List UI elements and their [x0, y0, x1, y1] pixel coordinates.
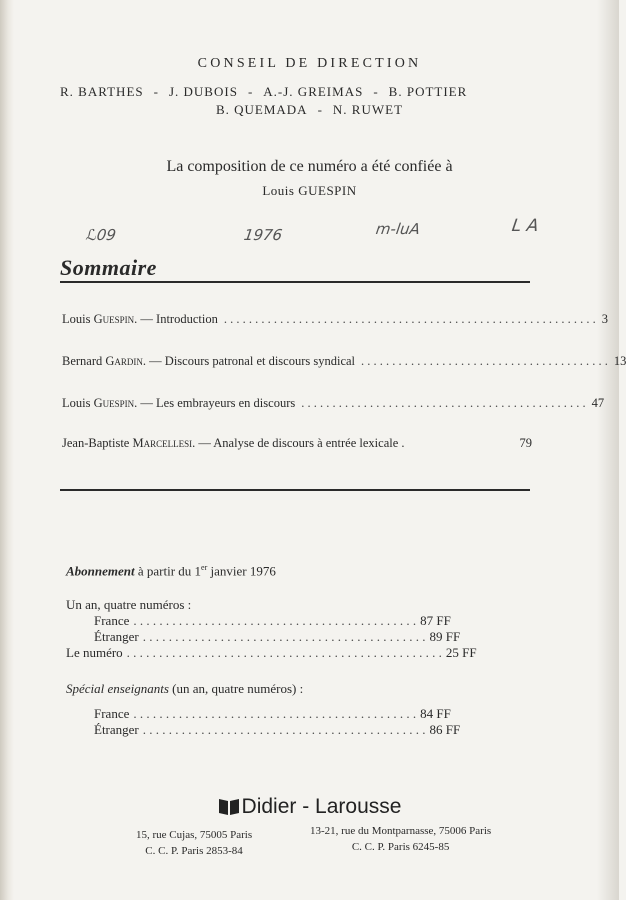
price-row: France . . . . . . . . . . . . . . . . . . . . . . . . . . . . . . . . . . . . . . . . . . . . 84 FF: [94, 706, 451, 721]
address-right: 13-21, rue du Montparnasse, 75006 Paris C. C. P. Paris 6245-85: [310, 825, 492, 853]
board-member: N. RUWET: [332, 102, 404, 117]
page-edge-right: [597, 0, 619, 900]
divider-top: [60, 281, 530, 283]
handwritten-note: L A: [510, 216, 540, 236]
price-table-standard: [66, 597, 477, 661]
address-left: 15, rue Cujas, 75005 Paris C. C. P. Paris 2853-84: [136, 829, 253, 857]
composition-name: Louis GUESPIN: [262, 183, 357, 198]
toc-entry: Louis Guespin. — Les embrayeurs en discours . . . . . . . . . . . . . . . . . . . . . . . . . . . . . . . . . . . . . . . . . . . . . . 47: [62, 396, 605, 410]
toc-entry: Bernard Gardin. — Discours patronal et discours syndical . . . . . . . . . . . . . . . . . . . . . . . . . . . . . . . . . . . . . . . . 13: [62, 354, 626, 368]
handwritten-note: 1976: [242, 226, 284, 244]
price-row: Étranger . . . . . . . . . . . . . . . . . . . . . . . . . . . . . . . . . . . . . . . . . . . . 86 FF: [94, 722, 461, 737]
price-heading: Un an, quatre numéros :: [66, 597, 192, 612]
special-heading: Spécial enseignants (un an, quatre numéros) :: [66, 681, 304, 696]
leader-dots: . . . . . . . . . . . . . . . . . . . . . . . . . . . . . . . . . . . . . . . . . . . . . .: [301, 396, 586, 410]
board-member: R. BARTHES: [60, 84, 144, 99]
board-row-1: R. BARTHES - J. DUBOIS - A.-J. GREIMAS - B. POTTIER: [60, 84, 468, 99]
handwritten-note: m-luA: [374, 220, 422, 238]
leader-dots: . . . . . . . . . . . . . . . . . . . . . . . . . . . . . . . . . . . . . . . .: [361, 354, 608, 368]
price-table-special: [66, 706, 461, 738]
composition-line: La composition de ce numéro a été confiée à: [166, 158, 453, 175]
toc-page: 13: [613, 354, 626, 368]
board-member: B. QUEMADA: [215, 102, 308, 117]
board-member: B. POTTIER: [388, 84, 468, 99]
board-row-2: B. QUEMADA - N. RUWET: [215, 102, 404, 117]
abonnement-heading: Abonnement à partir du 1er janvier 1976: [66, 563, 276, 579]
toc-page: 47: [591, 396, 605, 410]
leader-dots: . . . . . . . . . . . . . . . . . . . . . . . . . . . . . . . . . . . . . . . . . . . . . . . . . . . . . . . . . . . .: [223, 312, 596, 326]
sommaire-title: Sommaire: [60, 255, 157, 280]
price-row: Le numéro . . . . . . . . . . . . . . . . . . . . . . . . . . . . . . . . . . . . . . . . . . . . . . . . . 25 FF: [66, 645, 477, 660]
price-row: France . . . . . . . . . . . . . . . . . . . . . . . . . . . . . . . . . . . . . . . . . . . . 87 FF: [94, 613, 451, 628]
board-member: A.-J. GREIMAS: [263, 84, 364, 99]
header-title: CONSEIL DE DIRECTION: [197, 56, 422, 71]
toc-entry: Louis Guespin. — Introduction . . . . . . . . . . . . . . . . . . . . . . . . . . . . . . . . . . . . . . . . . . . . . . . . . . . . . . . . . . . . 3: [62, 312, 608, 326]
book-logo-icon: [218, 796, 240, 822]
board-member: J. DUBOIS: [168, 84, 238, 99]
publisher-name: Didier - Larousse: [0, 795, 619, 822]
toc-page: 79: [519, 436, 532, 450]
handwritten-note: ℒ09: [84, 226, 118, 244]
divider-bottom: [60, 489, 530, 491]
toc-page: 3: [601, 312, 608, 326]
price-row: Étranger . . . . . . . . . . . . . . . . . . . . . . . . . . . . . . . . . . . . . . . . . . . . 89 FF: [94, 629, 461, 644]
toc-entry: Jean-Baptiste Marcellesi. — Analyse de discours à entrée lexicale . 79: [62, 436, 532, 450]
page-edge-left: [0, 0, 14, 900]
